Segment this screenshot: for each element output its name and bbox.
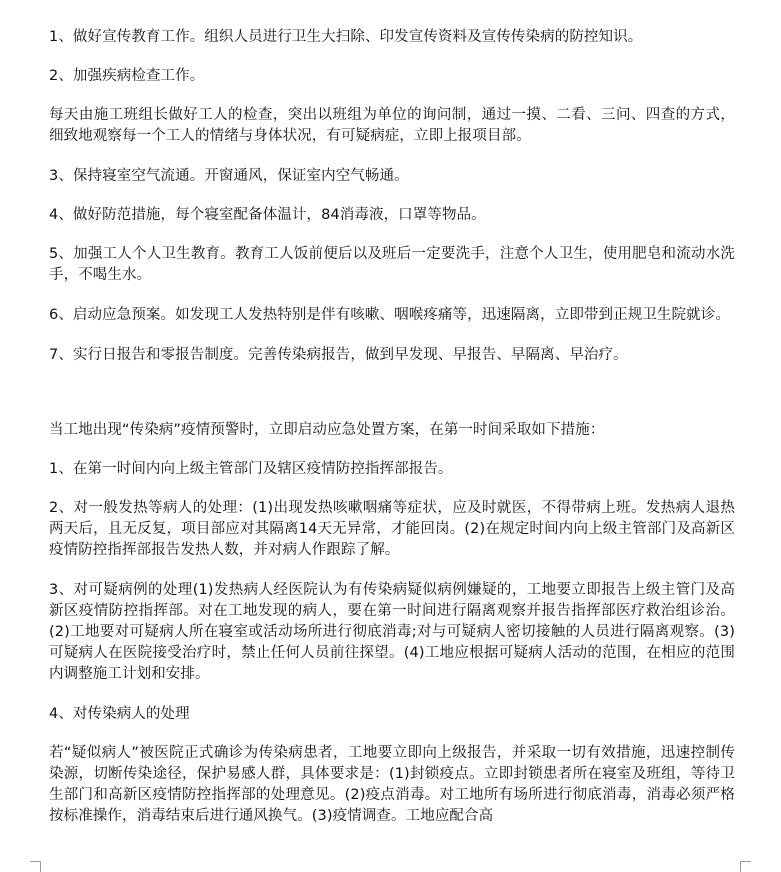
paragraph-11: 2、对一般发热等病人的处理：(1)出现发热咳嗽咽痛等症状，应及时就医，不得带病上班。发热病人退热两天后，且无反复，项目部应对其隔离14天无异常，才能回岗。(2)在规定时间内向上级主管部门及高新区疫情防控指挥部报告发热人数，并对病人作跟踪了解。 xyxy=(49,500,735,558)
paragraph-6: 5、加强工人个人卫生教育。教育工人饭前便后以及班后一定要洗手，注意个人卫生，使用肥皂和流动水洗手，不喝生水。 xyxy=(49,246,735,283)
section-gap xyxy=(49,384,735,420)
paragraph-5: 4、做好防范措施，每个寝室配备体温计，84消毒液，口罩等物品。 xyxy=(49,207,486,223)
page-corner-mark-right xyxy=(740,861,751,872)
paragraph-9: 当工地出现“传染病”疫情预警时，立即启动应急处置方案，在第一时间采取如下措施： xyxy=(49,422,605,438)
paragraph-1: 1、做好宣传教育工作。组织人员进行卫生大扫除、印发宣传资料及宣传传染病的防控知识。 xyxy=(49,29,643,45)
paragraph-13: 4、对传染病人的处理 xyxy=(49,706,190,722)
page-corner-mark-left xyxy=(30,861,41,872)
document-body xyxy=(49,27,735,846)
paragraph-4: 3、保持寝室空气流通。开窗通风，保证室内空气畅通。 xyxy=(49,168,409,184)
paragraph-8: 7、实行日报告和零报告制度。完善传染病报告，做到早发现、早报告、早隔离、早治疗。 xyxy=(49,347,628,363)
paragraph-10: 1、在第一时间内向上级主管部门及辖区疫情防控指挥部报告。 xyxy=(49,461,453,477)
paragraph-14: 若“疑似病人”被医院正式确诊为传染病患者，工地要立即向上级报告，并采取一切有效措施，迅速控制传染源，切断传染途径，保护易感人群，具体要求是：(1)封锁疫点。立即封锁患者所在寝室及班组，等待卫生部门和高新区疫情防控指挥部的处理意见。(2)疫点消毒。对工地所有场所进行彻底消毒，消毒必须严格按标准操作，消毒结束后进行通风换气。(3)疫情调查。工地应配合高 xyxy=(49,745,735,824)
paragraph-2: 2、加强疾病检查工作。 xyxy=(49,68,205,84)
paragraph-7: 6、启动应急预案。如发现工人发热特别是伴有咳嗽、咽喉疼痛等，迅速隔离，立即带到正规卫生院就诊。 xyxy=(49,307,730,323)
paragraph-12: 3、对可疑病例的处理(1)发热病人经医院认为有传染病疑似病例嫌疑的，工地要立即报告上级主管门及高新区疫情防控指挥部。对在工地发现的病人，要在第一时间进行隔离观察并报告指挥部医疗救治组诊治。(2)工地要对可疑病人所在寝室或活动场所进行彻底消毒;对与可疑病人密切接触的人员进行隔离观察。(3)可疑病人在医院接受治疗时，禁止任何人员前往探望。(4)工地应根据可疑病人活动的范围，在相应的范围内调整施工计划和安排。 xyxy=(49,582,735,682)
paragraph-3: 每天由施工班组长做好工人的检查，突出以班组为单位的询问制，通过一摸、二看、三问、四查的方式，细致地观察每一个工人的情绪与身体状况，有可疑病症，立即上报项目部。 xyxy=(49,107,735,144)
